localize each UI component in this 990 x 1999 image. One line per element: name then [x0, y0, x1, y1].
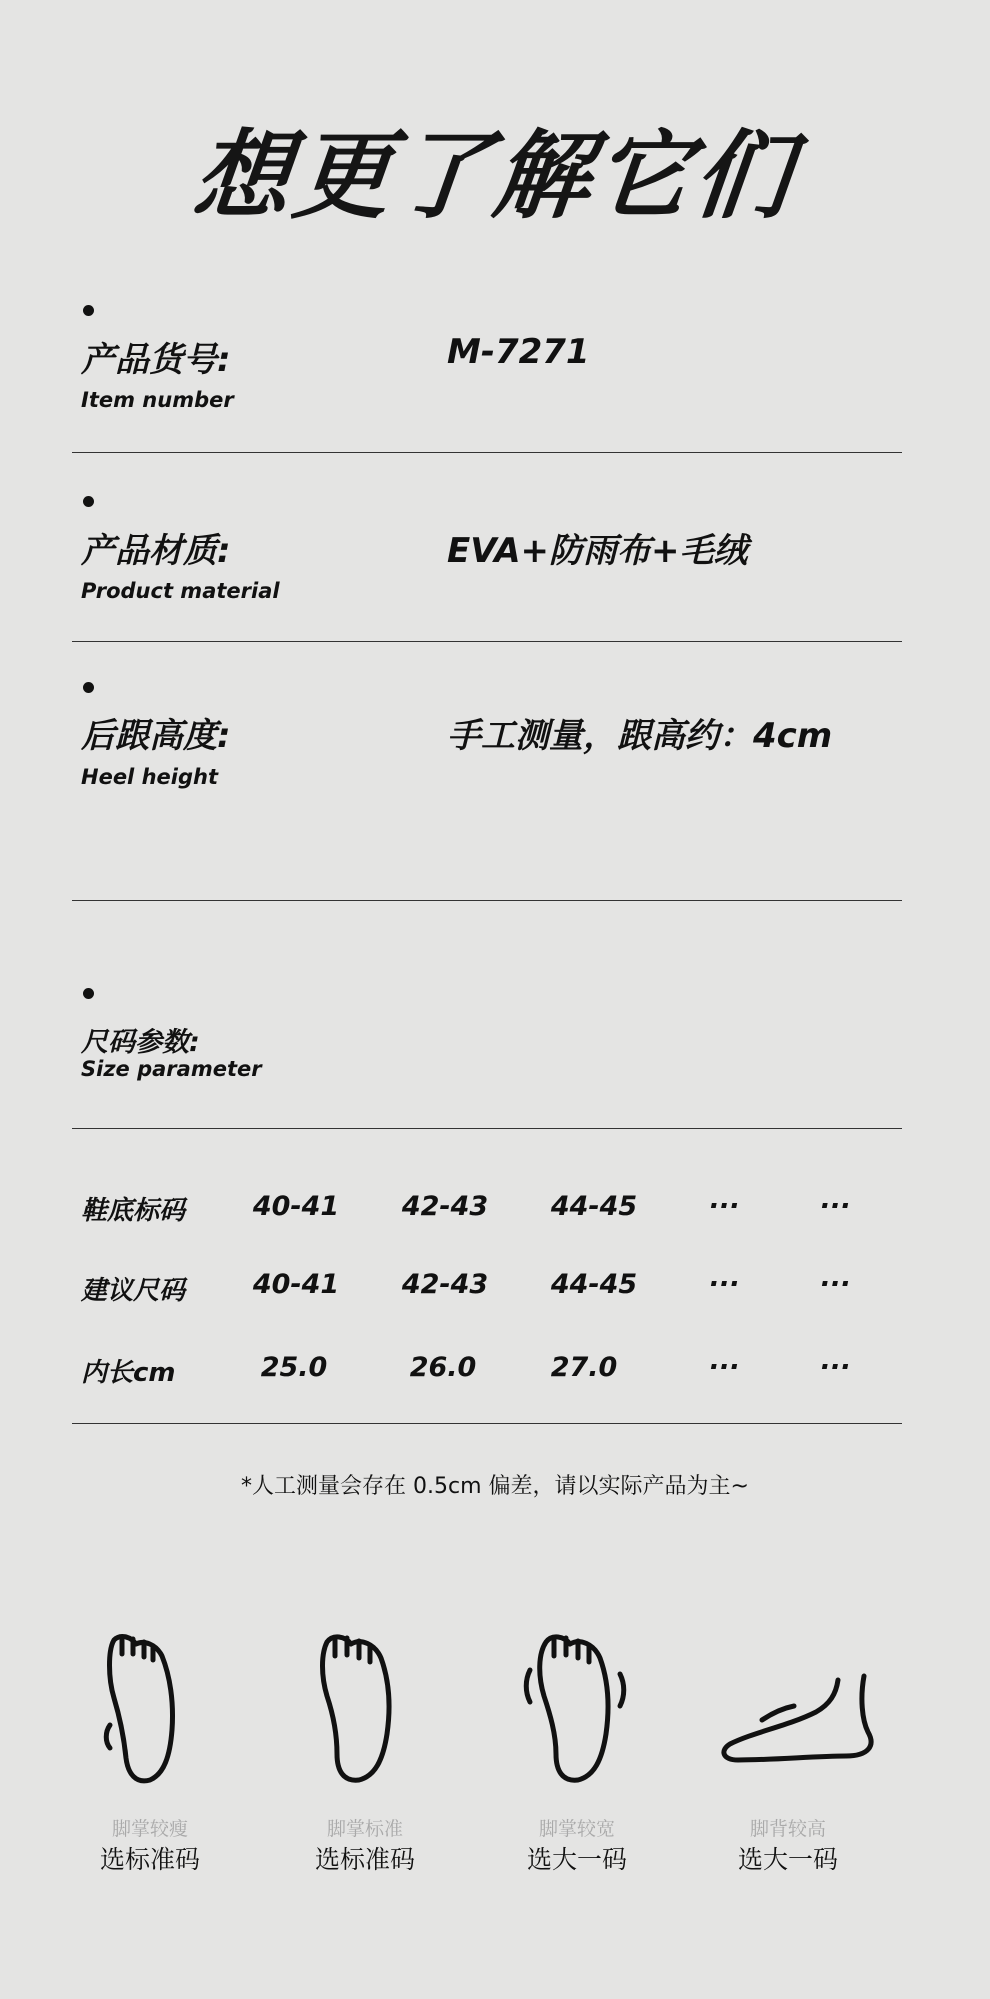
material-value: EVA+防雨布+毛绒	[447, 531, 748, 571]
fit-advice: 选大一码	[737, 1845, 838, 1874]
bullet-dot	[83, 988, 94, 999]
size-parameter-label-en: Size parameter	[81, 1057, 262, 1081]
table-cell: ···	[708, 1269, 740, 1300]
item-number-label: 产品货号:	[81, 340, 231, 380]
table-row-header: 建议尺码	[81, 1276, 186, 1306]
divider	[72, 1423, 902, 1424]
table-cell: ···	[819, 1352, 851, 1383]
table-cell: 44-45	[550, 1191, 638, 1222]
heel-height-label-en: Heel height	[81, 765, 218, 789]
table-cell: 42-43	[401, 1191, 489, 1222]
bullet-dot	[83, 682, 94, 693]
fit-advice: 选标准码	[314, 1845, 415, 1874]
material-label-en: Product material	[81, 579, 280, 603]
material-label: 产品材质:	[81, 531, 231, 571]
table-cell: 40-41	[252, 1269, 340, 1300]
bullet-dot	[83, 496, 94, 507]
table-cell: 27.0	[550, 1352, 618, 1383]
heel-height-value: 手工测量，跟高约：4cm	[447, 716, 833, 756]
table-row-header: 鞋底标码	[81, 1196, 186, 1226]
fit-advice: 选标准码	[99, 1845, 200, 1874]
size-parameter-label: 尺码参数:	[81, 1027, 200, 1058]
page-title: 想更了解它们	[188, 120, 801, 232]
table-cell: ···	[708, 1191, 740, 1222]
fit-condition: 脚掌标准	[326, 1818, 403, 1840]
fit-condition: 脚背较高	[749, 1818, 826, 1840]
heel-height-label: 后跟高度:	[81, 716, 231, 756]
standard-foot-icon	[315, 1630, 405, 1790]
table-cell: 40-41	[252, 1191, 340, 1222]
bullet-dot	[83, 305, 94, 316]
item-number-value: M-7271	[447, 332, 590, 372]
measurement-note: *人工测量会存在 0.5cm 偏差，请以实际产品为主~	[241, 1474, 749, 1499]
divider	[72, 641, 902, 642]
table-cell: 44-45	[550, 1269, 638, 1300]
table-cell: 26.0	[409, 1352, 477, 1383]
table-cell: 42-43	[401, 1269, 489, 1300]
table-cell: ···	[708, 1352, 740, 1383]
fit-advice: 选大一码	[526, 1845, 627, 1874]
divider	[72, 1128, 902, 1129]
thin-foot-icon	[100, 1630, 190, 1790]
high-arch-foot-icon	[718, 1670, 878, 1770]
divider	[72, 900, 902, 901]
fit-condition: 脚掌较宽	[538, 1818, 615, 1840]
table-cell: ···	[819, 1191, 851, 1222]
table-cell: 25.0	[260, 1352, 328, 1383]
divider	[72, 452, 902, 453]
item-number-label-en: Item number	[81, 388, 234, 412]
fit-condition: 脚掌较瘦	[111, 1818, 188, 1840]
table-row-header: 内长cm	[81, 1358, 176, 1388]
table-cell: ···	[819, 1269, 851, 1300]
wide-foot-icon	[520, 1630, 630, 1790]
